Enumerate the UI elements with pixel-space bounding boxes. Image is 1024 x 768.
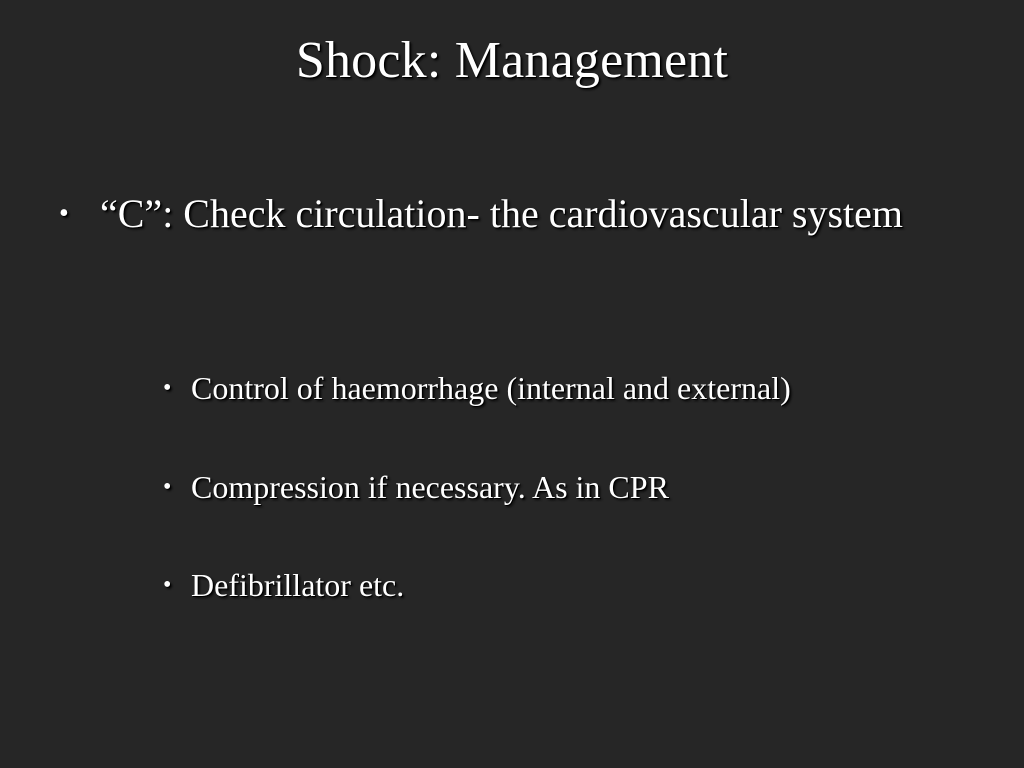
bullet-icon: • <box>163 375 172 401</box>
main-bullet-point <box>59 186 959 242</box>
sub-bullet-defibrillator <box>163 565 983 605</box>
sub-bullet-haemorrhage <box>163 368 983 408</box>
sub-bullet-compression <box>163 467 983 507</box>
main-bullet-text: “C”: Check circulation- the cardiovascular system <box>100 191 904 236</box>
slide-title: Shock: Management <box>295 32 729 89</box>
sub-bullet-text: Compression if necessary. As in CPR <box>191 469 669 505</box>
bullet-icon: • <box>163 474 172 500</box>
bullet-icon: • <box>59 198 69 229</box>
bullet-icon: • <box>163 572 172 598</box>
sub-bullet-text: Defibrillator etc. <box>191 567 405 603</box>
sub-bullet-text: Control of haemorrhage (internal and external) <box>191 370 791 406</box>
